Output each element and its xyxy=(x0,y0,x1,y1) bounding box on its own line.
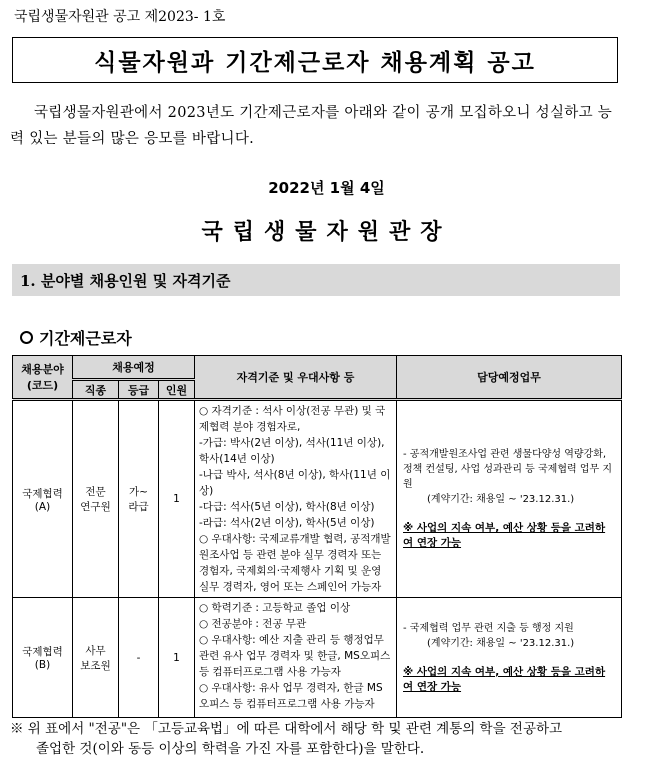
header-plan: 채용예정 xyxy=(73,356,195,380)
subheading-text: 기간제근로자 xyxy=(39,329,132,348)
cell-field: 국제협력 (B) xyxy=(13,598,73,718)
extension-note: ※ 사업의 지속 여부, 예산 상황 등을 고려하여 연장 가능 xyxy=(403,665,606,693)
contract-period: (계약기간: 채용일 ~ '23.12.31.) xyxy=(427,494,575,505)
cell-field: 국제협력 (A) xyxy=(13,400,73,598)
cell-job: 전문 연구원 xyxy=(73,400,119,598)
cell-grade: - xyxy=(119,598,159,718)
recruitment-table xyxy=(12,355,622,718)
cell-grade: 가~ 라급 xyxy=(119,400,159,598)
header-field: 채용분야 (코드) xyxy=(13,356,73,400)
cell-qualification xyxy=(195,400,397,598)
qualification-line: -가급: 박사(2년 이상), 석사(11년 이상), 학사(14년 이상) xyxy=(199,437,385,465)
section-heading: 1. 분야별 채용인원 및 자격기준 xyxy=(12,264,620,296)
footnote xyxy=(10,719,625,759)
circle-bullet-icon xyxy=(20,331,33,344)
header-grade: 등급 xyxy=(119,380,159,400)
cell-qualification xyxy=(195,598,397,718)
cell-count: 1 xyxy=(159,598,195,718)
qualification-line: ○ 우대사항: 유사 업무 경력자, 한글 MS 오피스 등 컴퓨터프로그램 사용 가능자 xyxy=(199,682,383,710)
qualification-line: -나급 박사, 석사(8년 이상), 학사(11년 이상) xyxy=(199,469,391,497)
issuer-name: 국립생물자원관장 xyxy=(201,219,452,245)
qualification-line: ○ 전공분야 : 전공 무관 xyxy=(199,618,307,630)
qualification-line: ○ 우대사항: 예산 지출 관리 등 행정업무 관련 유사 업무 경력자 및 한글, MS오피스 등 컴퓨터프로그램 사용 가능자 xyxy=(199,634,391,678)
qualification-line: ○ 학력기준 : 고등학교 졸업 이상 xyxy=(199,602,351,614)
intro-paragraph: 국립생물자원관에서 2023년도 기간제근로자를 아래와 같이 공개 모집하오니 성실하고 능력 있는 분들의 많은 응모를 바랍니다. xyxy=(10,105,613,147)
header-job: 직종 xyxy=(73,380,119,400)
duty-text: - 공적개발원조사업 관련 생물다양성 역량강화, 정책 컨설팅, 사업 성과관리 등 국제협력 업무 지원 xyxy=(403,449,612,490)
footnote-line: 졸업한 것(이와 동등 이상의 학력을 가진 자를 포함한다)을 말한다. xyxy=(36,741,425,757)
header-duty: 담당예정업무 xyxy=(397,356,622,400)
header-count: 인원 xyxy=(159,380,195,400)
qualification-line: ○ 자격기준 : 석사 이상(전공 무관) 및 국제협력 분야 경험자로, xyxy=(199,405,386,433)
qualification-line: -다급: 석사(5년 이상), 학사(8년 이상) xyxy=(199,501,375,513)
document-title: 식물자원과 기간제근로자 채용계획 공고 xyxy=(12,37,618,83)
header-qualification: 자격기준 및 우대사항 등 xyxy=(195,356,397,400)
qualification-line: ○ 우대사항: 국제교류개발 협력, 공적개발원조사업 등 관련 분야 실무 경력자 또는 경험자, 국제회의·국제행사 기획 및 운영 실무 경력자, 영어 또는 스페인어 가능자 xyxy=(199,533,391,593)
cell-count: 1 xyxy=(159,400,195,598)
extension-note: ※ 사업의 지속 여부, 예산 상황 등을 고려하여 연장 가능 xyxy=(403,522,606,549)
duty-text: - 국제협력 업무 관련 지출 등 행정 지원 xyxy=(403,622,574,634)
contract-period: (계약기간: 채용일 ~ '23.12.31.) xyxy=(427,637,575,649)
table-row xyxy=(13,598,622,718)
cell-duty xyxy=(397,598,622,718)
subheading xyxy=(20,326,132,349)
table-row xyxy=(13,400,622,598)
cell-duty xyxy=(397,400,622,598)
announcement-date: 2022년 1월 4일 xyxy=(268,179,385,197)
cell-job: 사무 보조원 xyxy=(73,598,119,718)
footnote-line: ※ 위 표에서 "전공"은 「고등교육법」에 따른 대학에서 해당 학 및 관련 계통의 학을 전공하고 xyxy=(10,721,563,737)
notice-number: 국립생물자원관 공고 제2023- 1호 xyxy=(14,9,226,25)
qualification-line: -라급: 석사(2년 이상), 학사(5년 이상) xyxy=(199,517,375,529)
